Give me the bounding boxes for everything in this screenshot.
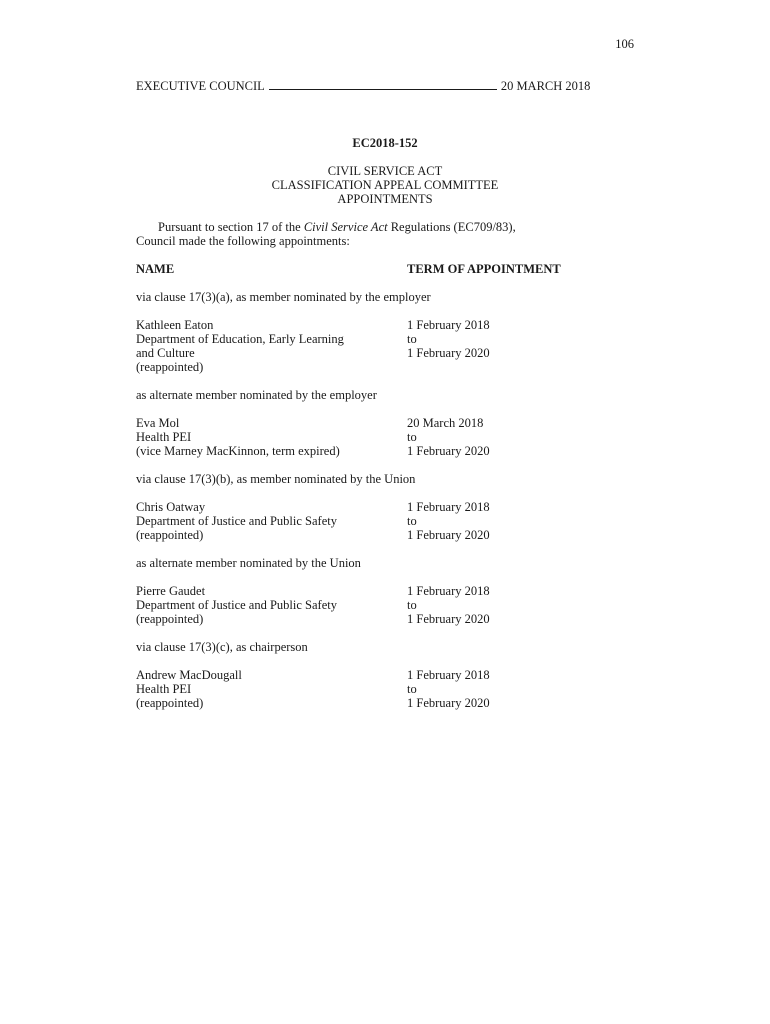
- appointee-name: Eva Mol: [136, 416, 180, 430]
- term-start: 1 February 2018: [407, 584, 490, 598]
- term-details: [407, 584, 490, 626]
- term-to: to: [407, 682, 417, 696]
- order-number: EC2018-152: [352, 136, 418, 150]
- term-details: [407, 318, 490, 360]
- appointee-details: [136, 416, 340, 458]
- appointee-details: [136, 584, 337, 626]
- appointee-name: Chris Oatway: [136, 500, 206, 514]
- term-start: 1 February 2018: [407, 318, 490, 332]
- appointee-note: (vice Marney MacKinnon, term expired): [136, 444, 340, 458]
- preamble-text: Regulations (EC709/83),: [387, 220, 516, 234]
- page-number: 106: [615, 37, 634, 51]
- term-to: to: [407, 430, 417, 444]
- appointee-details: [136, 500, 337, 542]
- header-left: EXECUTIVE COUNCIL: [136, 79, 265, 93]
- appointee-note: (reappointed): [136, 612, 204, 626]
- term-start: 1 February 2018: [407, 668, 490, 682]
- running-header: [136, 79, 590, 93]
- term-end: 1 February 2020: [407, 444, 490, 458]
- term-details: [407, 416, 490, 458]
- section-heading: as alternate member nominated by the employer: [136, 388, 377, 402]
- term-to: to: [407, 598, 417, 612]
- appointee-name: Kathleen Eaton: [136, 318, 214, 332]
- preamble-line-1: [136, 220, 516, 234]
- term-end: 1 February 2020: [407, 346, 490, 360]
- act-name: Civil Service Act: [303, 220, 388, 234]
- term-details: [407, 668, 490, 710]
- appointee-note: (reappointed): [136, 360, 204, 374]
- term-end: 1 February 2020: [407, 612, 490, 626]
- appointee-details: [136, 318, 344, 374]
- section-heading: via clause 17(3)(b), as member nominated by the Union: [136, 472, 416, 486]
- header-right: 20 MARCH 2018: [500, 79, 591, 93]
- term-start: 20 March 2018: [407, 416, 484, 430]
- column-header-name: NAME: [136, 262, 175, 276]
- column-header-term: TERM OF APPOINTMENT: [407, 262, 561, 276]
- title-line: CIVIL SERVICE ACT: [327, 164, 443, 178]
- appointee-name: Andrew MacDougall: [136, 668, 242, 682]
- term-details: [407, 500, 490, 542]
- appointee-department: and Culture: [136, 346, 195, 360]
- preamble-line-2: Council made the following appointments:: [136, 234, 350, 248]
- appointee-department: Department of Justice and Public Safety: [136, 598, 337, 612]
- appointee-details: [136, 668, 242, 710]
- document-title: [0, 164, 770, 206]
- header-rule: [269, 80, 497, 90]
- section-heading: via clause 17(3)(a), as member nominated by the employer: [136, 290, 431, 304]
- preamble-text: Pursuant to section 17 of the: [158, 220, 304, 234]
- appointee-note: (reappointed): [136, 696, 204, 710]
- title-line: APPOINTMENTS: [337, 192, 433, 206]
- appointee-department: Health PEI: [136, 430, 192, 444]
- appointee-department: Department of Education, Early Learning: [136, 332, 344, 346]
- term-end: 1 February 2020: [407, 696, 490, 710]
- section-heading: as alternate member nominated by the Union: [136, 556, 361, 570]
- preamble: [136, 220, 516, 248]
- appointee-department: Health PEI: [136, 682, 192, 696]
- appointee-name: Pierre Gaudet: [136, 584, 206, 598]
- title-line: CLASSIFICATION APPEAL COMMITTEE: [271, 178, 499, 192]
- term-to: to: [407, 514, 417, 528]
- term-start: 1 February 2018: [407, 500, 490, 514]
- appointee-note: (reappointed): [136, 528, 204, 542]
- section-heading: via clause 17(3)(c), as chairperson: [136, 640, 308, 654]
- term-end: 1 February 2020: [407, 528, 490, 542]
- term-to: to: [407, 332, 417, 346]
- appointee-department: Department of Justice and Public Safety: [136, 514, 337, 528]
